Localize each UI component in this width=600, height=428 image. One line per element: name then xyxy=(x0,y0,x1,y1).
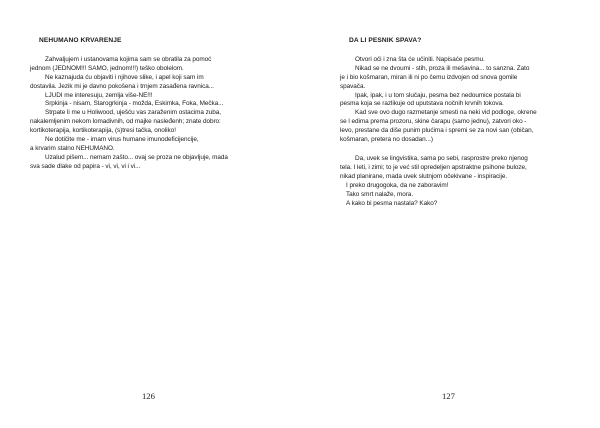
page-number: 126 xyxy=(142,391,155,401)
text-line: Srpkinja - nisam, Starogrkinja - možda, Eskimka, Foka, Mečka... xyxy=(45,100,224,108)
text-line: Zahvaljujem i ustanovama kojima sam se obratila za pomoć xyxy=(45,55,212,63)
text-line: nakalemljenim nekom lomadivnih, od majke nasleđenh; znate dobro: xyxy=(30,118,221,126)
text-line: Kad sve ovo dugo razmetanje smesti na neki vid podloge, okrene xyxy=(355,109,537,117)
text-line: Otvori oči i zna šta će učiniti. Napisaće pesmu. xyxy=(355,55,485,63)
text-line: jednom (JEDNOM!!! SAMO, jednom!!!) teško obolelom. xyxy=(30,64,184,72)
left-text-block xyxy=(30,37,270,172)
text-line: Da, uvek se lingvistika, sama po sebi, rasprostre preko njenog xyxy=(355,154,528,162)
text-line: LJUDI me interesuju, zemlja više-NE!!! xyxy=(45,91,153,99)
right-text-block xyxy=(340,37,585,208)
text-line: Tako smrt nalaže, mora. xyxy=(346,190,414,198)
left-page-title: NEHUMANO KRVARENJE xyxy=(39,37,122,44)
page-number: 127 xyxy=(442,391,455,401)
text-line: Ne dotičite me - imam virus humane imunodeficijencije, xyxy=(45,136,199,144)
text-line: I preko drugogoka, da ne zaboravim! xyxy=(346,181,449,189)
text-line: nikad planirane, mada uvek slutnjom očekivane - inspiracije. xyxy=(340,172,508,180)
text-line: a krvarim stalno NEHUMANO. xyxy=(30,144,115,152)
paragraph-gap xyxy=(340,145,585,155)
text-line: Ne kaznajuda ću objaviti i njihove slike, i apel koji sam im xyxy=(45,73,204,81)
text-line: sva sade dlake od papira - vi, vi, vi i vi... xyxy=(30,162,141,170)
text-line: A kako bi pesma nastala? Kako? xyxy=(346,199,438,207)
text-line: pesma koja se razlikuje od uputstava nočnih krvnih tokova. xyxy=(340,100,504,108)
text-line: Uzalud pišem... nemam zašto... ovaj se proza ne objavljuje, mada xyxy=(45,153,228,161)
text-line: spavača. xyxy=(340,82,366,90)
text-line: Ipak, ipak, i u tom slučaju, pesma bez nedoumice postala bi xyxy=(355,91,521,99)
text-line: kortikoterapija, kortikoterapija, (s)tresi tačka, onoliko! xyxy=(30,127,176,135)
text-line: se l edima prema prozoru, skine čarapu (samo jednu), zatvori oko - xyxy=(340,118,527,126)
text-line: Strpate li me u Holiwood, uješću vas zaraženim ostacima zuba, xyxy=(45,109,221,117)
right-page-title: DA LI PESNIK SPAVA? xyxy=(349,37,422,44)
text-line: levo, prestane da diše punim plućima i spremi se za novi san (običan, xyxy=(340,127,534,135)
text-line: tela. I leti, i zimi; to je već stil opredeljen apstraktne psihone buloze, xyxy=(340,163,527,171)
text-line: Nikad se ne dvoumi - stih, proza ili mešavina... to sanzna. Zato xyxy=(355,64,530,72)
right-page xyxy=(300,0,600,428)
text-line: košmaran, pretera no dosadan...) xyxy=(340,136,433,144)
text-line: je i bio košmaran, miran ili ni po čemu izdvojen od snova gomile xyxy=(340,73,518,81)
text-line: dostavila. Jezik mi je davno pokošena i trnjem zasađena ravnica... xyxy=(30,82,214,90)
